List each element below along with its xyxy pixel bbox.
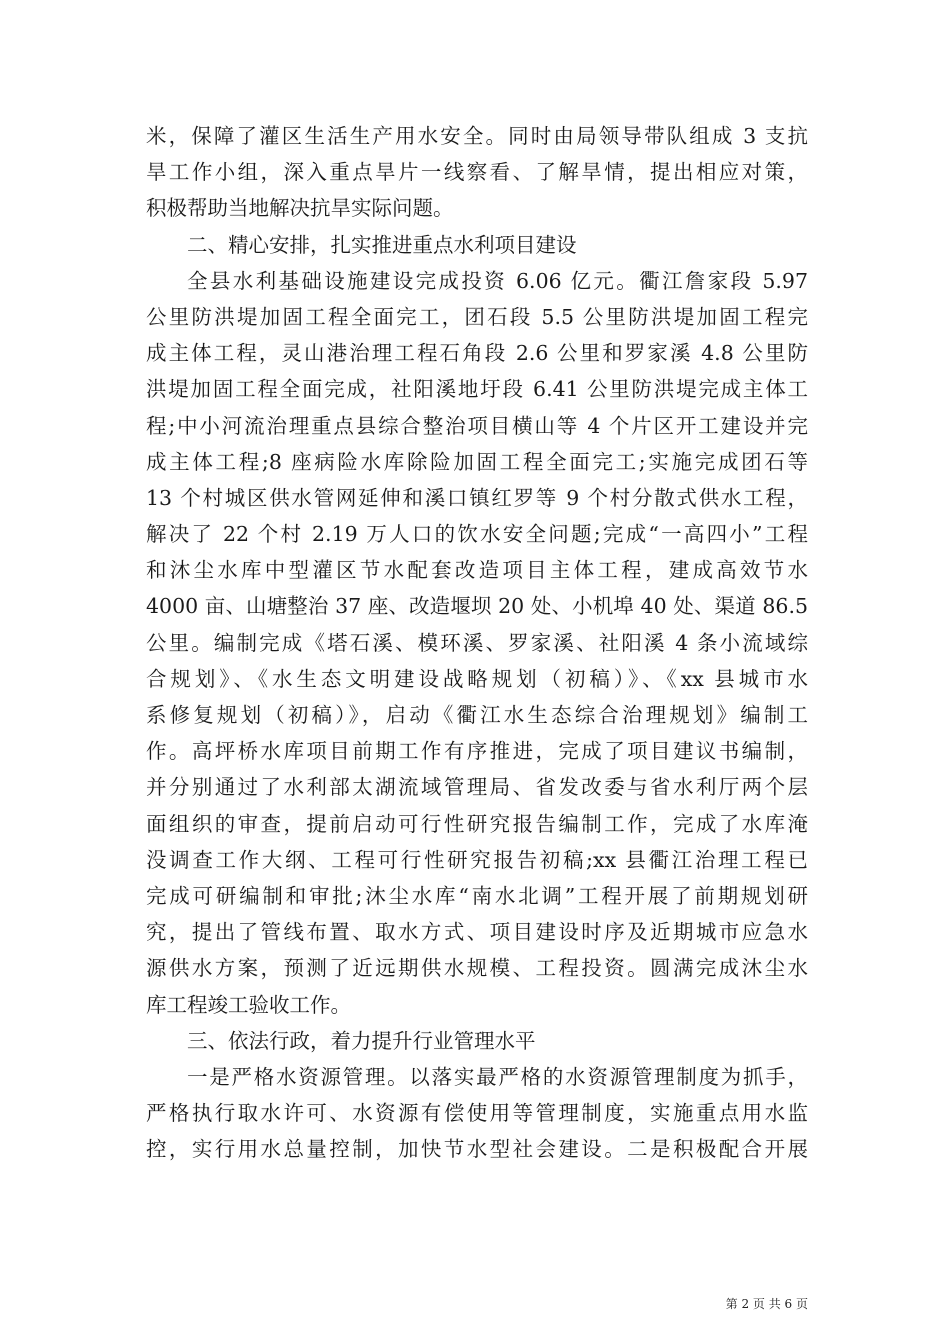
text-line: 一是严格水资源管理。以落实最严格的水资源管理制度为抓手， xyxy=(187,1064,808,1089)
text-line: 米，保障了灌区生活生产用水安全。同时由局领导带队组成 3 支抗 xyxy=(146,124,808,148)
text-line: 合规划》、《水生态文明建设战略规划（初稿）》、《xx 县城市水 xyxy=(146,666,808,691)
text-line: 积极帮助当地解决抗旱实际问题。 xyxy=(146,196,454,221)
text-line: 并分别通过了水利部太湖流域管理局、省发改委与省水利厅两个层 xyxy=(146,775,808,800)
text-line: 系修复规划（初稿）》，启动《衢江水生态综合治理规划》编制工 xyxy=(146,703,808,727)
text-line: 没调查工作大纲、工程可行性研究报告初稿;xx 县衢江治理工程已 xyxy=(146,847,808,872)
section-heading-3: 三、依法行政，着力提升行业管理水平 xyxy=(187,1028,536,1053)
text-line: 和沐尘水库中型灌区节水配套改造项目主体工程，建成高效节水 xyxy=(146,558,808,583)
text-line: 公里。编制完成《塔石溪、模环溪、罗家溪、社阳溪 4 条小流域综 xyxy=(146,630,808,655)
body-text xyxy=(146,118,808,1167)
text-line: 源供水方案，预测了近远期供水规模、工程投资。圆满完成沐尘水 xyxy=(146,956,808,981)
text-line: 解决了 22 个村 2.19 万人口的饮水安全问题;完成“一高四小”工程 xyxy=(146,522,808,547)
text-line: 库工程竣工验收工作。 xyxy=(146,992,351,1017)
text-line: 成主体工程;8 座病险水库除险加固工程全面完工;实施完成团石等 xyxy=(146,449,808,474)
text-line: 完成可研编制和审批;沐尘水库“南水北调”工程开展了前期规划研 xyxy=(146,883,808,908)
text-line: 成主体工程，灵山港治理工程石角段 2.6 公里和罗家溪 4.8 公里防 xyxy=(146,341,808,366)
text-line: 面组织的审查，提前启动可行性研究报告编制工作，完成了水库淹 xyxy=(146,811,808,836)
text-line: 全县水利基础设施建设完成投资 6.06 亿元。衢江詹家段 5.97 xyxy=(187,268,808,293)
page-number: 第 2 页 共 6 页 xyxy=(725,1297,808,1311)
text-line: 公里防洪堤加固工程全面完工，团石段 5.5 公里防洪堤加固工程完 xyxy=(146,304,808,329)
text-line: 旱工作小组，深入重点旱片一线察看、了解旱情，提出相应对策， xyxy=(146,160,808,185)
text-line: 程;中小河流治理重点县综合整治项目横山等 4 个片区开工建设并完 xyxy=(146,413,808,438)
text-line: 严格执行取水许可、水资源有偿使用等管理制度，实施重点用水监 xyxy=(146,1101,808,1126)
text-line: 究，提出了管线布置、取水方式、项目建设时序及近期城市应急水 xyxy=(146,920,808,945)
text-line: 控，实行用水总量控制，加快节水型社会建设。二是积极配合开展 xyxy=(146,1137,808,1162)
text-line: 4000 亩、山塘整治 37 座、改造堰坝 20 处、小机埠 40 处、渠道 86.5 xyxy=(146,594,808,619)
text-line: 洪堤加固工程全面完成，社阳溪地圩段 6.41 公里防洪堤完成主体工 xyxy=(146,377,808,402)
section-heading-2: 二、精心安排，扎实推进重点水利项目建设 xyxy=(187,232,577,257)
text-line: 13 个村城区供水管网延伸和溪口镇红罗等 9 个村分散式供水工程， xyxy=(146,485,808,510)
text-line: 作。高坪桥水库项目前期工作有序推进，完成了项目建议书编制， xyxy=(146,739,808,764)
